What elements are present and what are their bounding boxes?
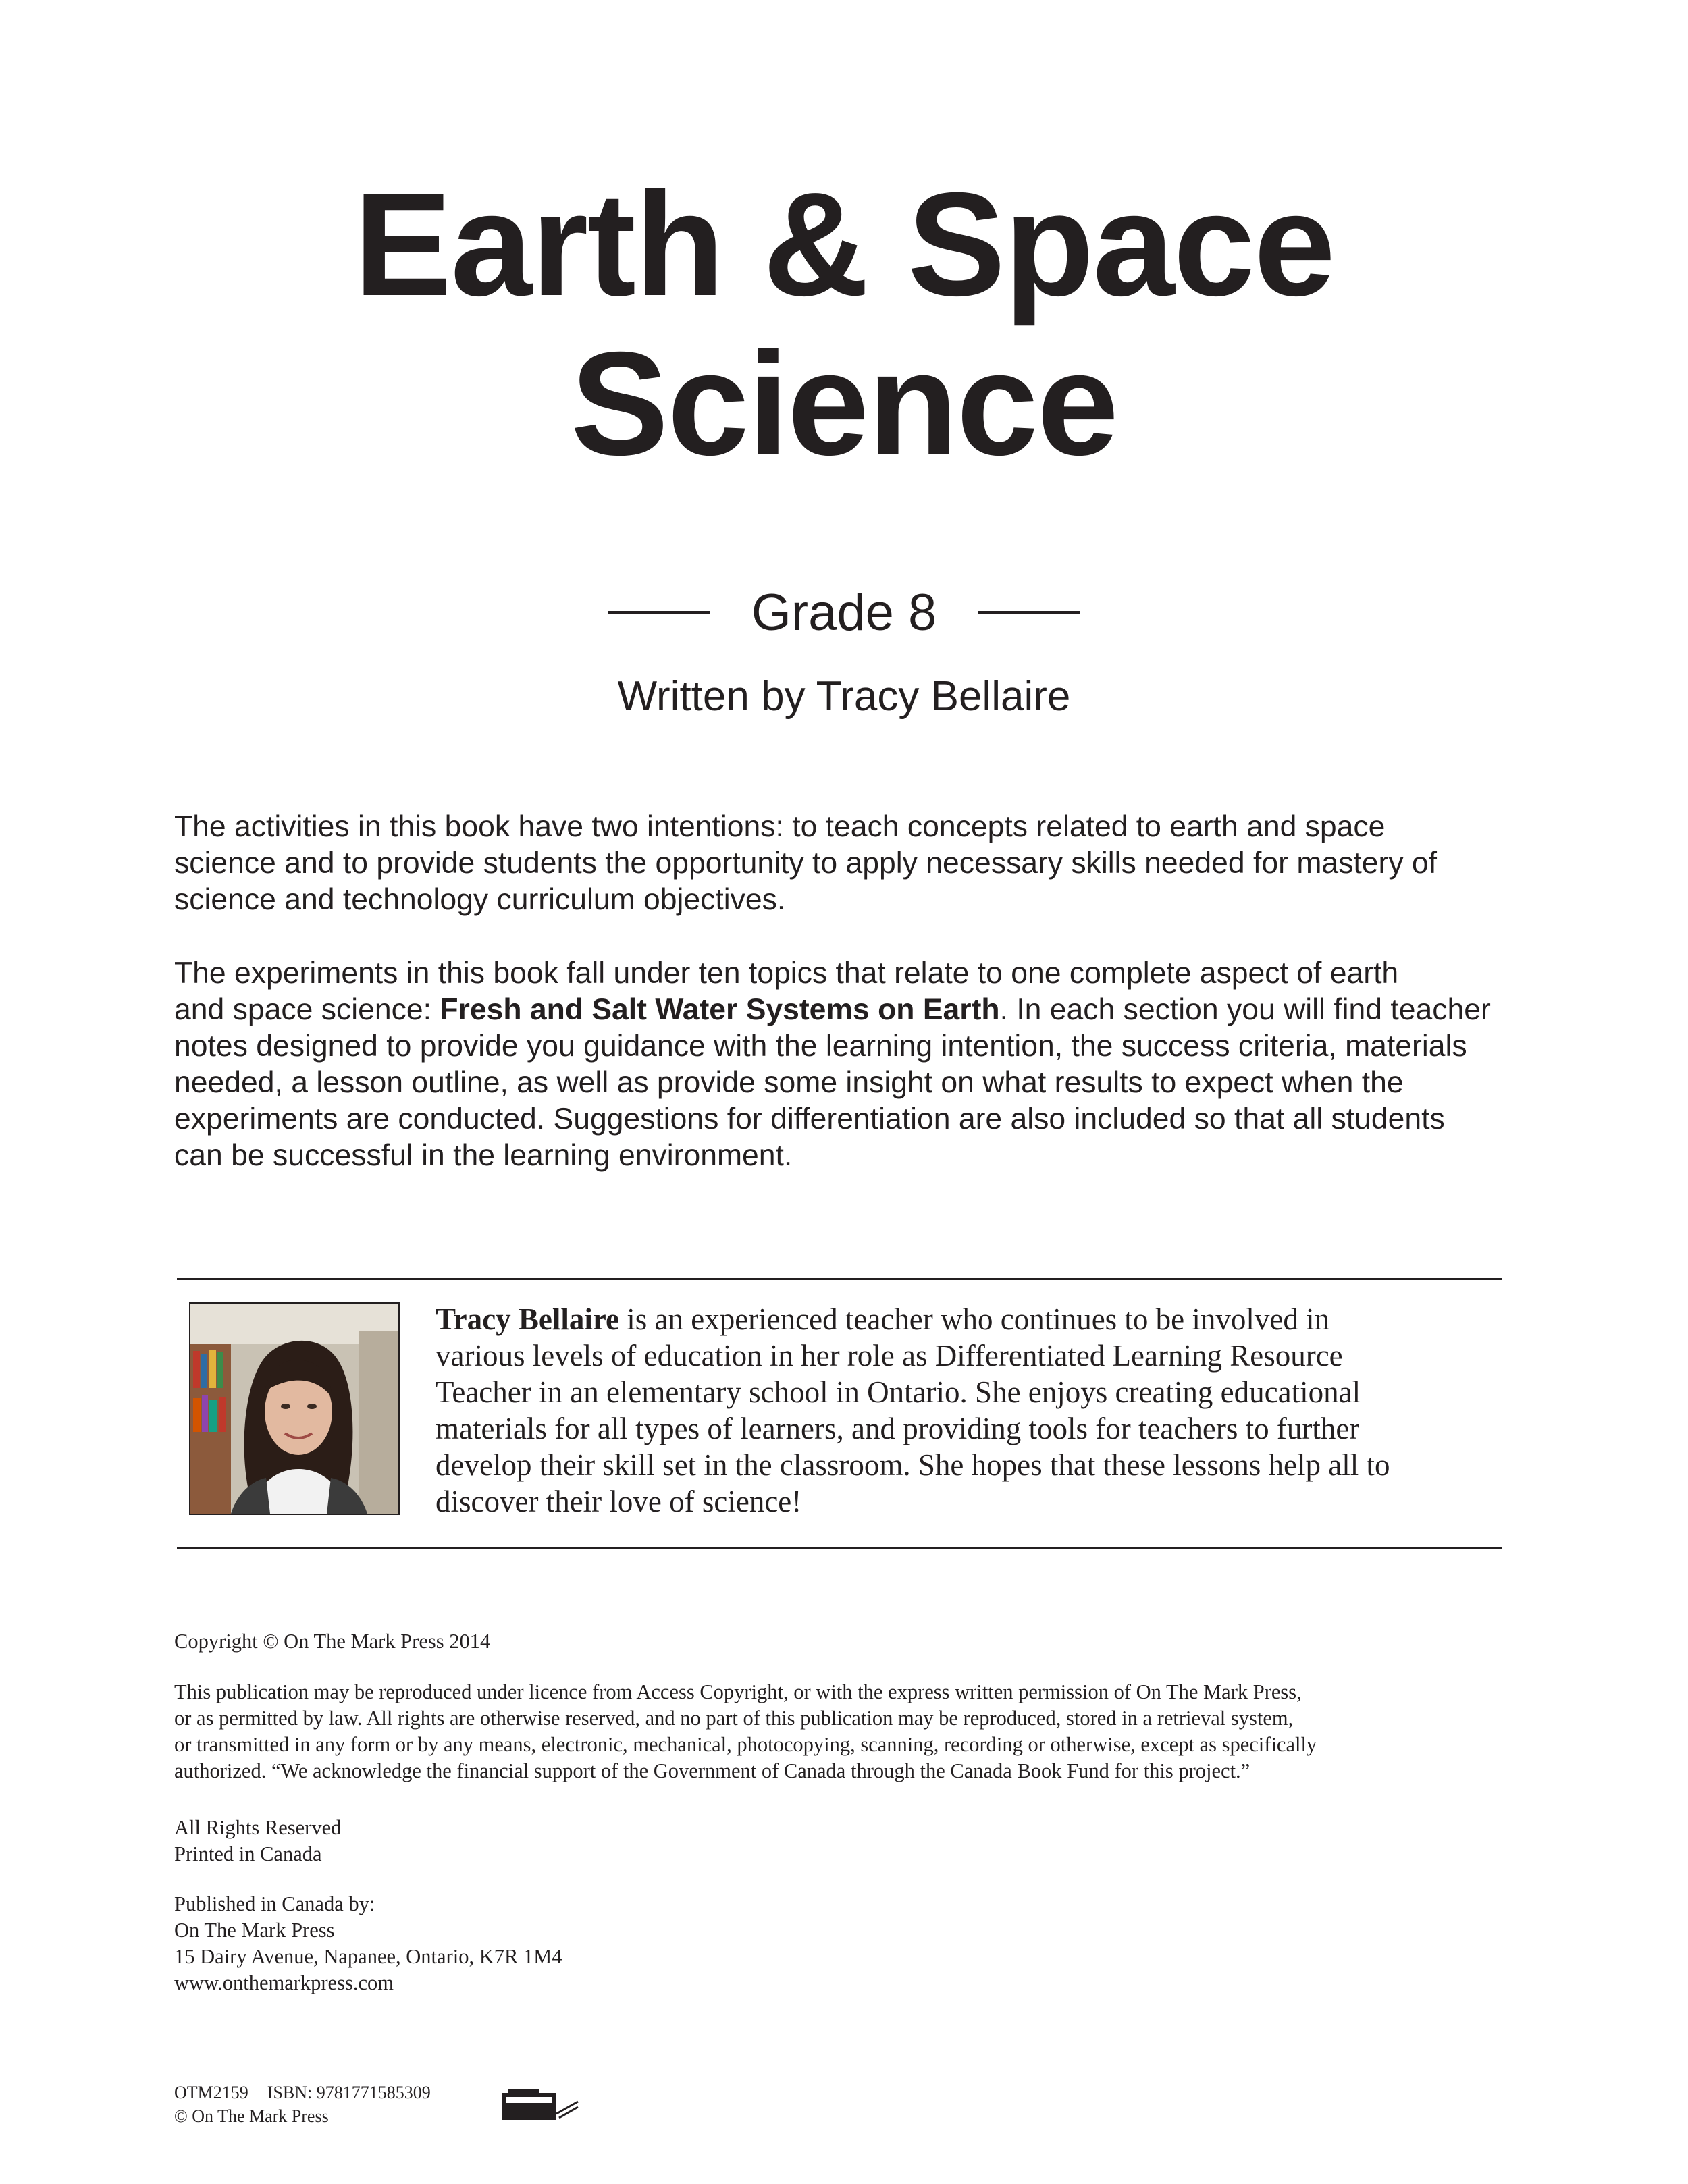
title-line-1: Earth & Space	[353, 163, 1335, 327]
publisher-block	[174, 1891, 1511, 1996]
intro-line: science and to provide students the opportunity to apply necessary skills needed for mastery of	[174, 847, 1438, 880]
intro-line: experiments are conducted. Suggestions for differentiation are also included so that all students	[174, 1102, 1445, 1136]
publisher-name: On The Mark Press	[174, 1919, 335, 1942]
bio-line: Teacher in an elementary school in Ontario. She enjoys creating educational	[436, 1375, 1361, 1409]
publisher-address: 15 Dairy Avenue, Napanee, Ontario, K7R 1M4	[174, 1945, 562, 1968]
intro-line: notes designed to provide you guidance with the learning intention, the success criteria, materials	[174, 1030, 1467, 1063]
topic-title: Fresh and Salt Water Systems on Earth	[440, 993, 1000, 1026]
intro-line: The activities in this book have two intentions: to teach concepts related to earth and space	[174, 810, 1386, 843]
notice-line: or as permitted by law. All rights are otherwise reserved, and no part of this publication may be reproduced, stored in a retrieval system,	[174, 1707, 1294, 1730]
title-line-2: Science	[570, 322, 1118, 486]
intro-line: science and technology curriculum objectives.	[174, 883, 786, 916]
bio-line: materials for all types of learners, and providing tools for teachers to further	[436, 1412, 1360, 1445]
reproduction-notice	[174, 1679, 1511, 1784]
author-bio	[436, 1301, 1489, 1520]
notice-line: or transmitted in any form or by any means, electronic, mechanical, photocopying, scanning, recording or otherwise, except as specifically	[174, 1733, 1317, 1756]
bio-line: develop their skill set in the classroom. She hopes that these lessons help all to	[436, 1448, 1390, 1482]
intro-line: can be successful in the learning environment.	[174, 1139, 793, 1172]
grade-heading	[0, 582, 1688, 643]
grade-label: Grade 8	[751, 583, 937, 641]
printed-in: Printed in Canada	[174, 1842, 322, 1865]
author-byline: Written by Tracy Bellaire	[617, 673, 1071, 720]
intro-text: and space science:	[174, 993, 440, 1026]
bio-line	[436, 1301, 1489, 1337]
intro-line	[174, 992, 1518, 1028]
author-photo	[189, 1302, 400, 1515]
isbn: ISBN: 9781771585309	[267, 2083, 431, 2102]
notice-line: This publication may be reproduced under licence from Access Copyright, or with the express written permission of On The Mark Press,	[174, 1680, 1302, 1703]
publisher-label: Published in Canada by:	[174, 1892, 375, 1915]
bio-text: is an experienced teacher who continues to be involved in	[619, 1302, 1330, 1336]
footer-copyright: © On The Mark Press	[174, 2106, 329, 2126]
intro-text: . In each section you will find teacher	[999, 993, 1491, 1026]
intro-paragraph-2	[174, 955, 1518, 1174]
rights-reserved: All Rights Reserved	[174, 1816, 342, 1839]
intro-line: needed, a lesson outline, as well as provide some insight on what results to expect when the	[174, 1066, 1404, 1099]
copier-icon	[502, 2085, 580, 2121]
rights-block	[174, 1815, 1511, 1867]
bio-rule-top	[177, 1278, 1502, 1280]
book-title	[0, 165, 1688, 484]
bio-name: Tracy Bellaire	[436, 1302, 619, 1336]
footer-ids	[174, 2081, 431, 2104]
intro-paragraph-1	[174, 809, 1518, 918]
grade-rule-right	[978, 611, 1080, 614]
bio-line: various levels of education in her role as Differentiated Learning Resource	[436, 1339, 1343, 1373]
bio-line: discover their love of science!	[436, 1485, 802, 1518]
bio-rule-bottom	[177, 1547, 1502, 1549]
notice-line: authorized. “We acknowledge the financial support of the Government of Canada through the Canada Book Fund for this project.”	[174, 1759, 1250, 1782]
page-footer	[174, 2081, 431, 2128]
publisher-website: www.onthemarkpress.com	[174, 1971, 394, 1994]
grade-rule-left	[608, 611, 710, 614]
author-portrait-image	[190, 1304, 398, 1514]
copyright-line: Copyright © On The Mark Press 2014	[174, 1630, 491, 1653]
product-code: OTM2159	[174, 2083, 248, 2102]
intro-line: The experiments in this book fall under ten topics that relate to one complete aspect of earth	[174, 957, 1399, 990]
